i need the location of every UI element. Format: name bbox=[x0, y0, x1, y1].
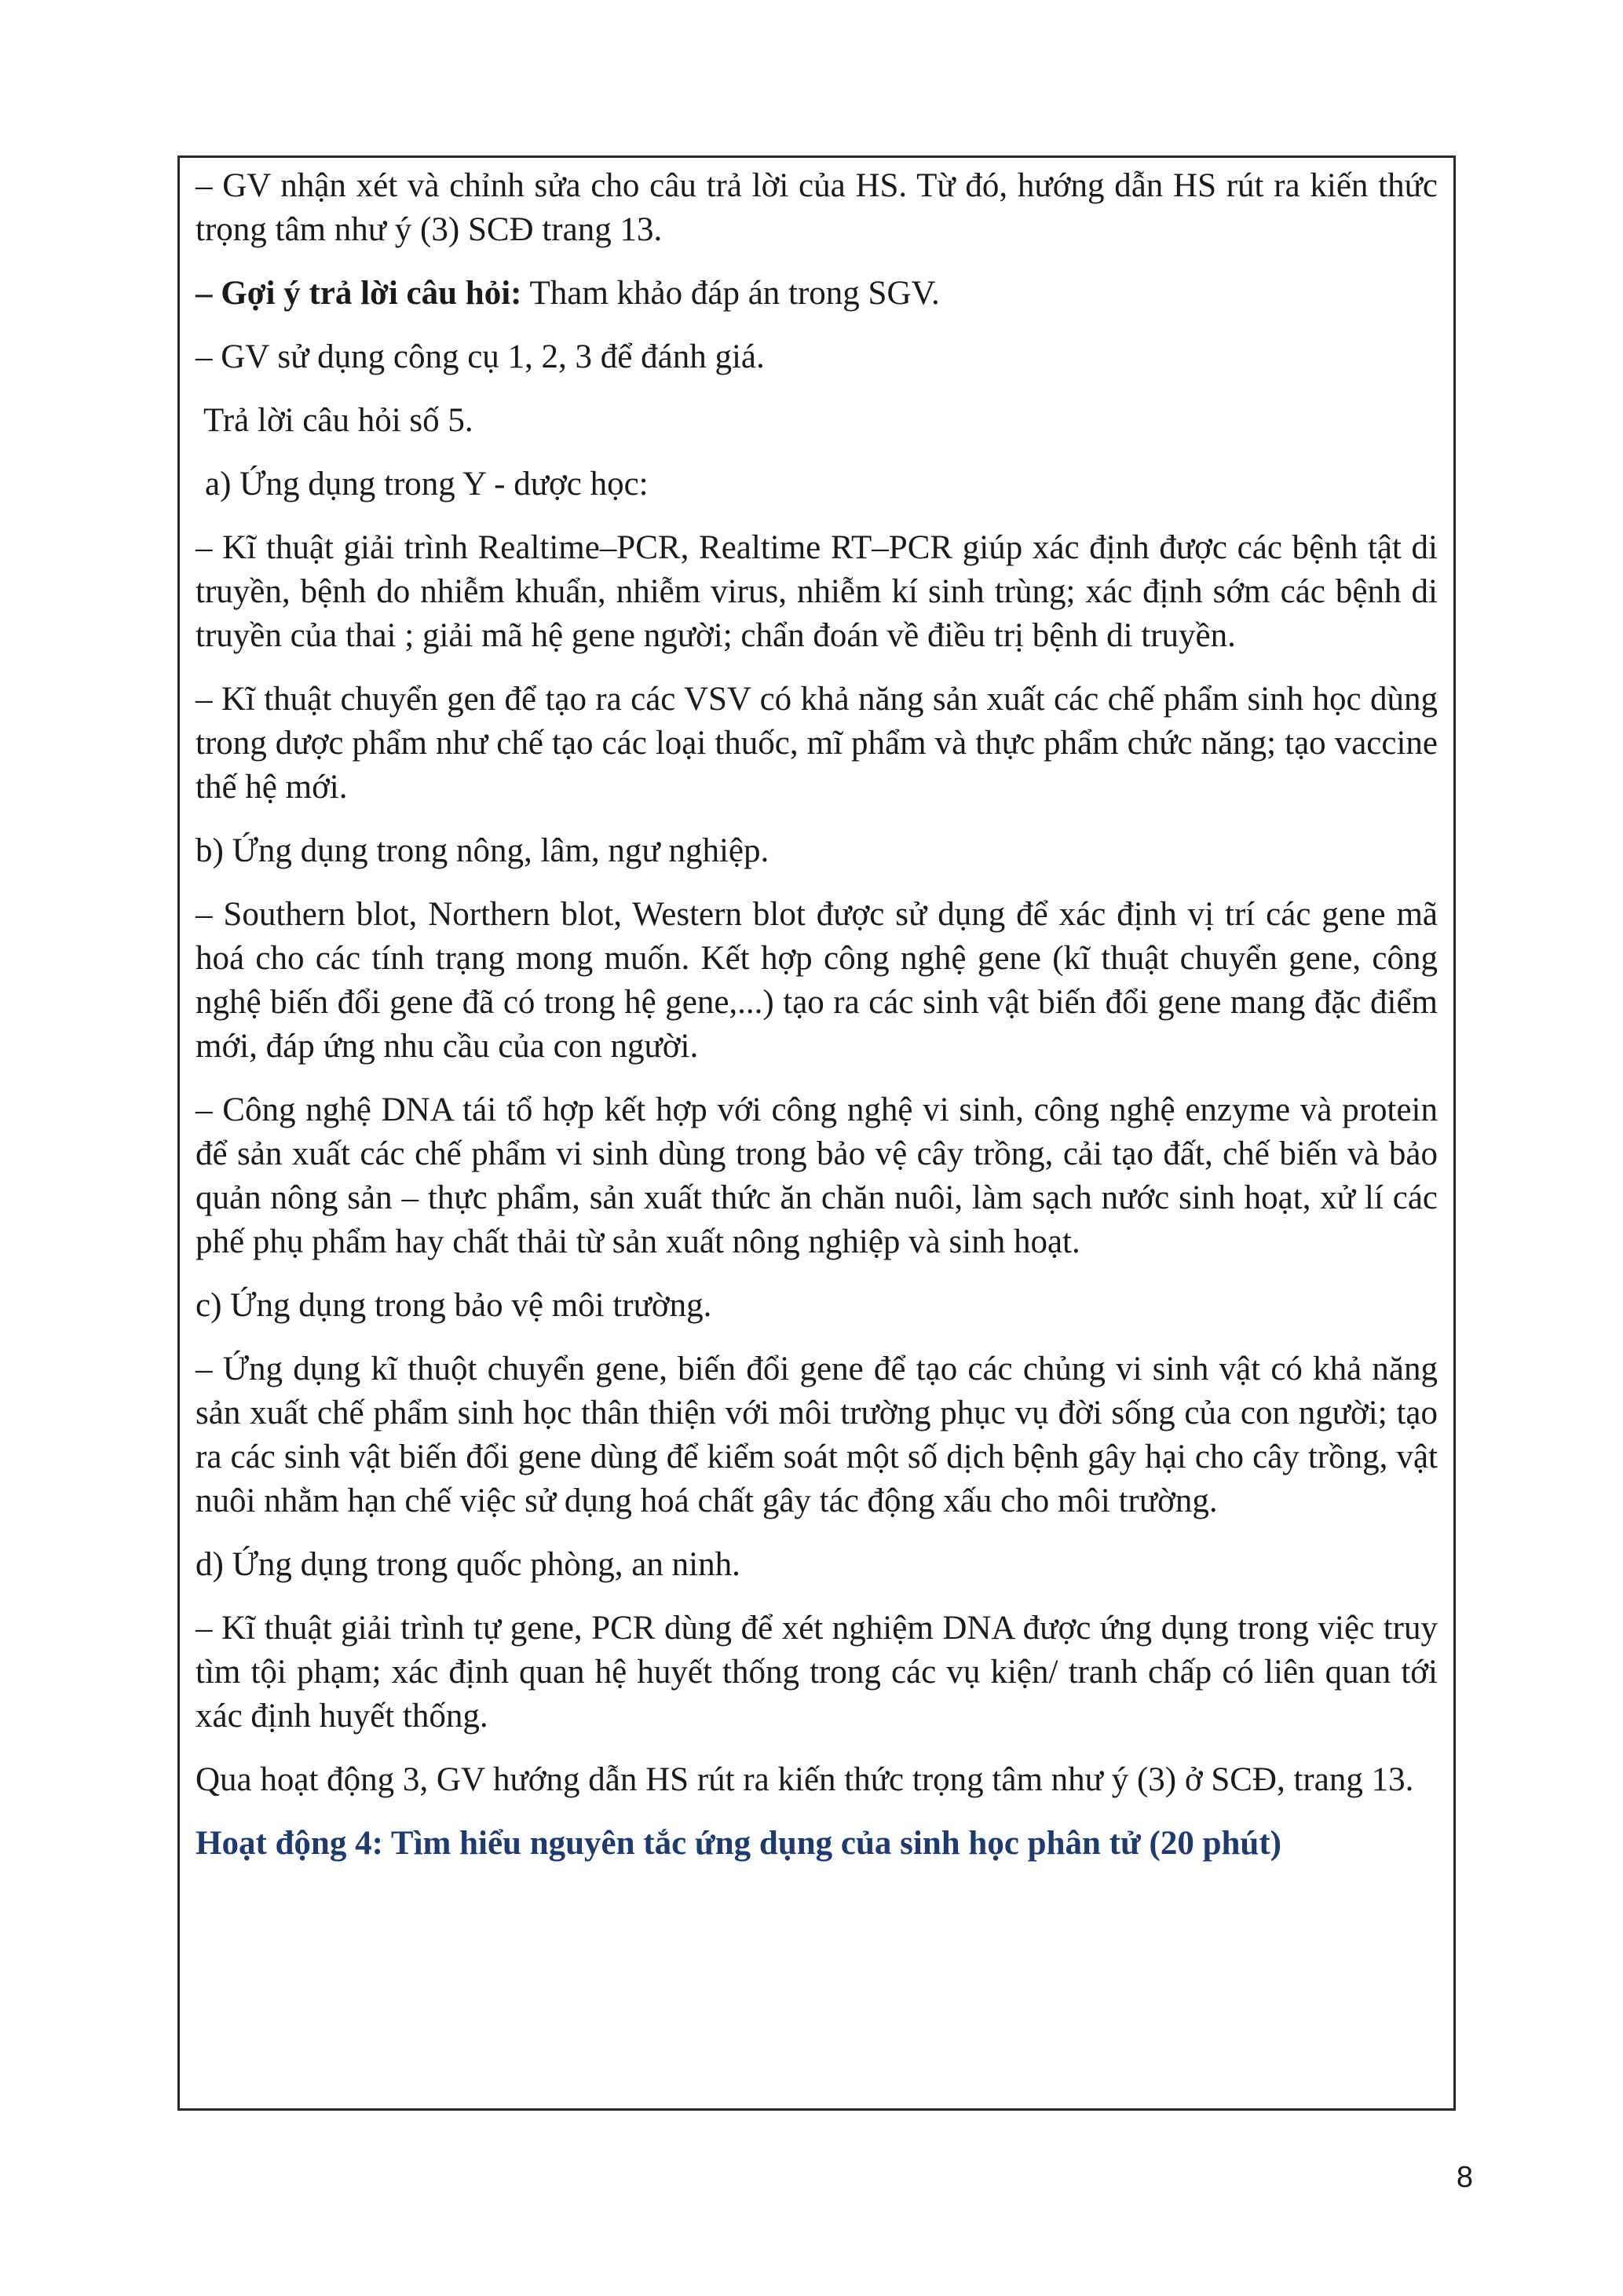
paragraph-teacher-feedback: – GV nhận xét và chỉnh sửa cho câu trả lời của HS. Từ đó, hướng dẫn HS rút ra kiến thức trọng tâm như ý (3) SCĐ trang 13. bbox=[196, 167, 1438, 248]
paragraph-gene-transfer-vsv: – Kĩ thuật chuyển gen để tạo ra các VSV có khả năng sản xuất các chế phẩm sinh học dùng trong dược phẩm như chế tạo các loại thuốc, mĩ phẩm và thực phẩm chức năng; tạo vaccine thế hệ mới. bbox=[196, 681, 1438, 806]
section-b-heading: b) Ứng dụng trong nông, lâm, ngư nghiệp. bbox=[196, 832, 769, 869]
page-number: 8 bbox=[1456, 2161, 1473, 2194]
answer-hint-text: Tham khảo đáp án trong SGV. bbox=[521, 275, 940, 312]
activity-4-heading: Hoạt động 4: Tìm hiểu nguyên tắc ứng dụng của sinh học phân tử (20 phút) bbox=[196, 1825, 1281, 1862]
paragraph-recombinant-dna: – Công nghệ DNA tái tổ hợp kết hợp với công nghệ vi sinh, công nghệ enzyme và protein để sản xuất các chế phẩm vi sinh dùng trong bảo vệ cây trồng, cải tạo đất, chế biến và bảo quản nông sản – thực phẩm, sản xuất thức ăn chăn nuôi, làm sạch nước sinh hoạt, xử lí các phế phụ phẩm hay chất thải từ sản xuất nông nghiệp và sinh hoạt. bbox=[196, 1091, 1438, 1260]
answer-hint-label: – Gợi ý trả lời câu hỏi: bbox=[196, 275, 522, 312]
paragraph-question-5: Trả lời câu hỏi số 5. bbox=[203, 402, 473, 439]
paragraph-assessment-tools: – GV sử dụng công cụ 1, 2, 3 để đánh giá. bbox=[196, 338, 765, 375]
paragraph-dna-forensics: – Kĩ thuật giải trình tự gene, PCR dùng để xét nghiệm DNA được ứng dụng trong việc truy tìm tội phạm; xác định quan hệ huyết thống trong các vụ kiện/ tranh chấp có liên quan tới xác định huyết thống. bbox=[196, 1610, 1438, 1735]
section-d-heading: d) Ứng dụng trong quốc phòng, an ninh. bbox=[196, 1546, 740, 1583]
paragraph-environment-application: – Ứng dụng kĩ thuột chuyển gene, biến đổi gene để tạo các chủng vi sinh vật có khả năng sản xuất chế phẩm sinh học thân thiện với môi trường phục vụ đời sống của con người; tạo ra các sinh vật biến đổi gene dùng để kiểm soát một số dịch bệnh gây hại cho cây trồng, vật nuôi nhằm hạn chế việc sử dụng hoá chất gây tác động xấu cho môi trường. bbox=[196, 1351, 1438, 1519]
section-c-heading: c) Ứng dụng trong bảo vệ môi trường. bbox=[196, 1287, 712, 1324]
section-a-heading: a) Ứng dụng trong Y - dược học: bbox=[205, 466, 649, 503]
paragraph-activity-3-summary: Qua hoạt động 3, GV hướng dẫn HS rút ra kiến thức trọng tâm như ý (3) ở SCĐ, trang 13. bbox=[196, 1761, 1414, 1798]
paragraph-answer-hint bbox=[196, 272, 1438, 316]
paragraph-blot-techniques: – Southern blot, Northern blot, Western blot được sử dụng để xác định vị trí các gene mã hoá cho các tính trạng mong muốn. Kết hợp công nghệ gene (kĩ thuật chuyển gene, công nghệ biến đổi gene đã có trong hệ gene,...) tạo ra các sinh vật biến đổi gene mang đặc điểm mới, đáp ứng nhu cầu của con người. bbox=[196, 896, 1438, 1065]
paragraph-realtime-pcr: – Kĩ thuật giải trình Realtime–PCR, Realtime RT–PCR giúp xác định được các bệnh tật di truyền, bệnh do nhiễm khuẩn, nhiễm virus, nhiễm kí sinh trùng; xác định sớm các bệnh di truyền của thai ; giải mã hệ gene người; chẩn đoán về điều trị bệnh di truyền. bbox=[196, 529, 1438, 654]
content-box bbox=[177, 155, 1456, 2111]
